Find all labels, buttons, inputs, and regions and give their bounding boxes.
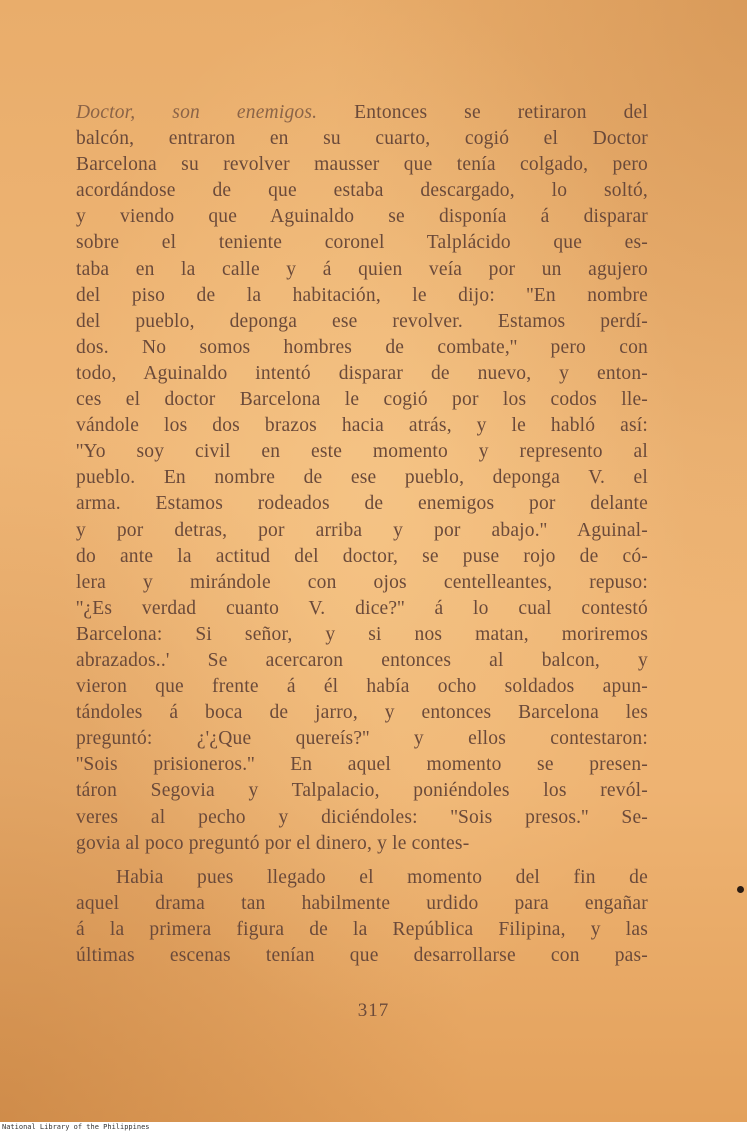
body-text bbox=[76, 100, 648, 969]
text-line: veres al pecho y diciéndoles: ''Sois presos.'' Se- bbox=[76, 806, 648, 828]
text-line: taba en la calle y á quien veía por un agujero bbox=[76, 258, 648, 280]
text-line: Habia pues llegado el momento del fin de bbox=[116, 866, 648, 888]
page-number: 317 bbox=[357, 1000, 390, 1021]
paragraph-gap bbox=[76, 857, 648, 865]
text-line: vieron que frente á él había ocho soldados apun- bbox=[76, 676, 648, 698]
text-line: todo, Aguinaldo intentó disparar de nuevo, y enton- bbox=[76, 362, 648, 384]
library-credit: National Library of the Philippines bbox=[2, 1123, 150, 1131]
text-line: do ante la actitud del doctor, se puse rojo de có- bbox=[76, 545, 648, 567]
ink-spot bbox=[737, 886, 744, 893]
text-line: preguntó: ¿'¿Que quereís?'' y ellos contestaron: bbox=[76, 728, 648, 750]
text-line: á la primera figura de la República Filipina, y las bbox=[76, 918, 648, 940]
text-line: arma. Estamos rodeados de enemigos por delante bbox=[76, 493, 648, 515]
text-line: pueblo. En nombre de ese pueblo, deponga V. el bbox=[76, 467, 648, 489]
text-line: últimas escenas tenían que desarrollarse con pas- bbox=[76, 945, 648, 966]
text-line: ces el doctor Barcelona le cogió por los codos lle- bbox=[76, 389, 648, 411]
footer-bar bbox=[0, 1122, 747, 1133]
text-line: del pueblo, deponga ese revolver. Estamos perdí- bbox=[76, 310, 648, 332]
text-line: ''Yo soy civil en este momento y represento al bbox=[76, 441, 648, 463]
text-line: balcón, entraron en su cuarto, cogió el Doctor bbox=[76, 128, 648, 150]
text-line: vándole los dos brazos hacia atrás, y le habló así: bbox=[76, 415, 648, 437]
text-line: ''Sois prisioneros.'' En aquel momento se presen- bbox=[76, 754, 648, 776]
text-line: sobre el teniente coronel Talplácido que es- bbox=[76, 232, 648, 254]
text-line: táron Segovia y Talpalacio, poniéndoles los revól- bbox=[76, 780, 648, 802]
text-line: y por detras, por arriba y por abajo.'' Aguinal- bbox=[76, 519, 648, 541]
first-line-rest: Entonces se retiraron del bbox=[354, 102, 648, 123]
text-line: tándoles á boca de jarro, y entonces Barcelona les bbox=[76, 702, 648, 724]
text-line: del piso de la habitación, le dijo: ''En nombre bbox=[76, 284, 648, 306]
text-line: Barcelona: Si señor, y si nos matan, moriremos bbox=[76, 623, 648, 645]
text-line: lera y mirándole con ojos centelleantes, repuso: bbox=[76, 571, 648, 593]
text-line: y viendo que Aguinaldo se disponía á disparar bbox=[76, 206, 648, 228]
text-line: Barcelona su revolver mausser que tenía colgado, pero bbox=[76, 154, 648, 176]
text-line: acordándose de que estaba descargado, lo soltó, bbox=[76, 180, 648, 202]
text-line: govia al poco preguntó por el dinero, y le contes- bbox=[76, 832, 470, 854]
text-line-1 bbox=[76, 100, 648, 126]
text-line: ''¿Es verdad cuanto V. dice?'' á lo cual contestó bbox=[76, 597, 648, 619]
text-line: dos. No somos hombres de combate,'' pero con bbox=[76, 336, 648, 358]
text-line: abrazados..' Se acercaron entonces al balcon, y bbox=[76, 649, 648, 671]
italic-phrase: Doctor, son enemigos. bbox=[76, 102, 318, 123]
text-line: aquel drama tan habilmente urdido para engañar bbox=[76, 892, 648, 914]
